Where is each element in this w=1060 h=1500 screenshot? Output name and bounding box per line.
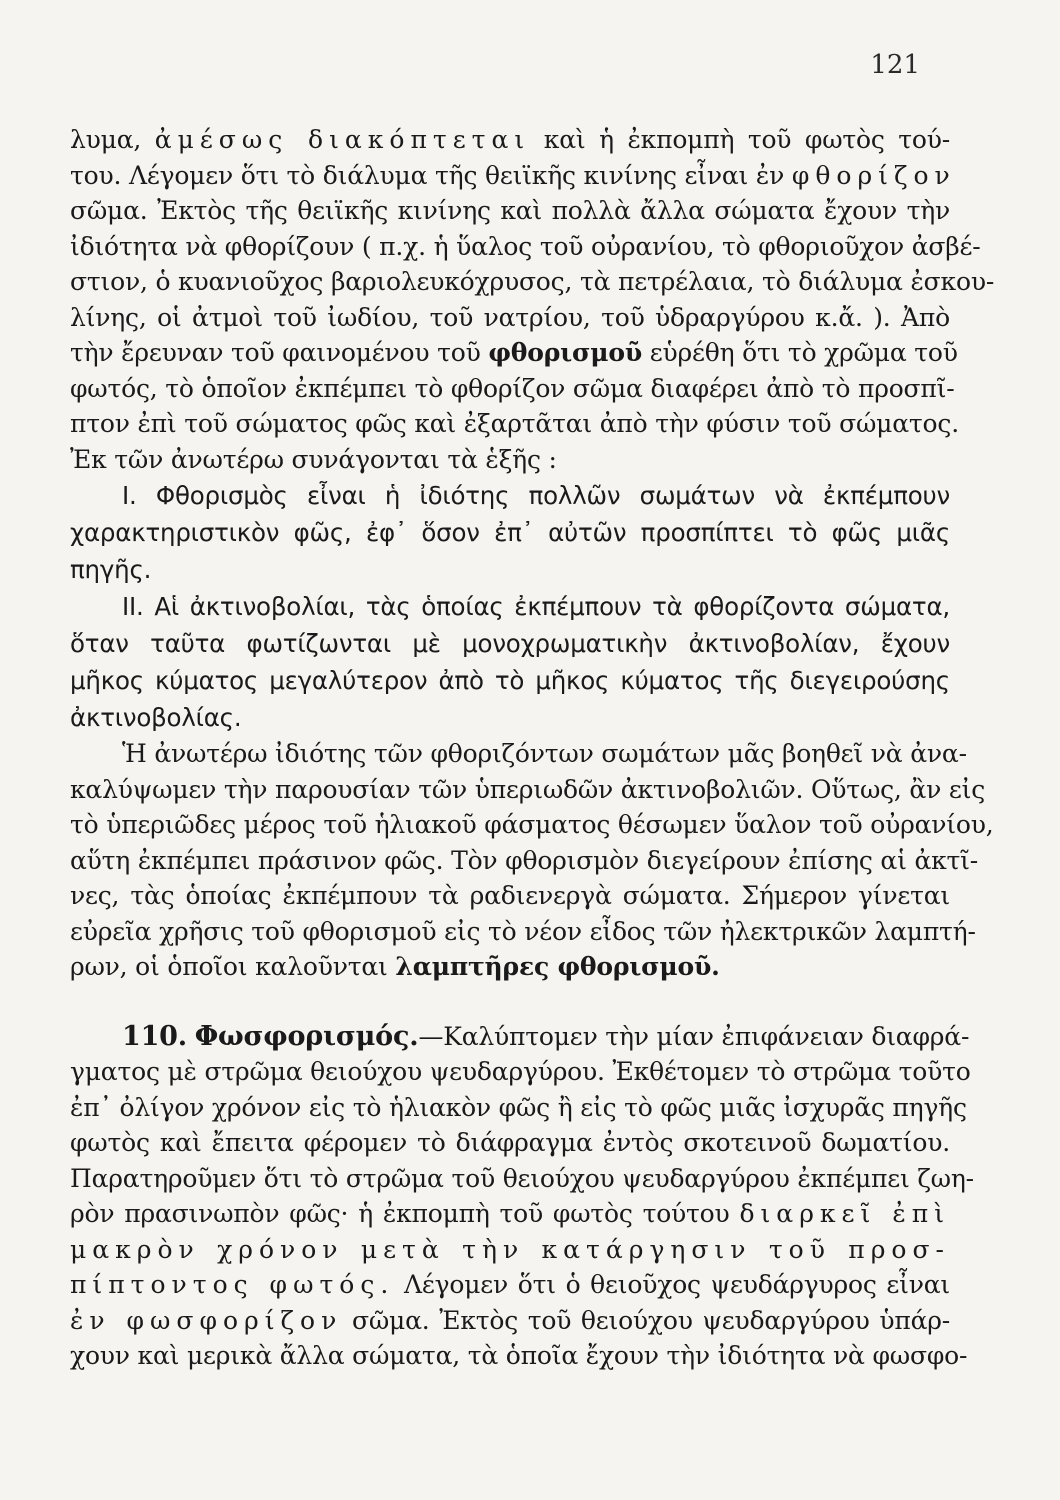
text-line [70, 1303, 950, 1339]
emphasis-bold: λαμπτῆρες φθορισμοῦ. [395, 952, 720, 981]
text-line: II. Αἱ ἀκτινοβολίαι, τὰς ὁποίας ἐκπέμπουν τὰ φθορίζοντα σώματα, [122, 592, 950, 621]
section-dash: — [418, 1021, 444, 1051]
conclusion-item-2 [70, 588, 950, 736]
text-fragment: ρων, οἱ ὁποῖοι καλοῦνται [70, 952, 388, 981]
section-heading-line [70, 1019, 970, 1055]
text-line: χουν καὶ μερικὰ ἄλλα σώματα, τὰ ὁποῖα ἔχουν τὴν ἰδιότητα νὰ φωσφο- [70, 1341, 968, 1370]
text-line: Ἐκ τῶν ἀνωτέρω συνάγονται τὰ ἑξῆς : [70, 444, 557, 474]
text-line: τὴν ἔρευναν τοῦ φαινομένου τοῦ φθορισμοῦ εὑρέθη ὅτι τὸ χρῶμα τοῦ [70, 338, 958, 367]
page-body [70, 122, 995, 1374]
section-title: Φωσφορισμός. [194, 1020, 419, 1052]
emphasis-bold: φθορισμοῦ [488, 338, 642, 367]
text-line: πηγῆς. [70, 555, 152, 584]
text-line: τὸ ὑπεριῶδες μέρος τοῦ ἡλιακοῦ φάσματος θέσωμεν ὕαλον τοῦ οὐρανίου, [70, 810, 994, 839]
paragraph-fluorescence-intro [70, 122, 995, 477]
text-line: Ἡ ἀνωτέρω ἰδιότης τῶν φθοριζόντων σωμάτων μᾶς βοηθεῖ νὰ ἀνα- [122, 739, 967, 768]
text-line: φωτὸς καὶ ἔπειτα φέρομεν τὸ διάφραγμα ἐντὸς σκοτεινοῦ δωματίου. [70, 1128, 950, 1157]
text-line: νες, τὰς ὁποίας ἐκπέμπουν τὰ ραδιενεργὰ σώματα. Σήμερον γίνεται [70, 881, 950, 910]
emphasis-spaced: διαρκεῖ ἐπὶ [739, 1199, 951, 1228]
emphasis-spaced: ἀμέσως διακόπτεται [154, 125, 531, 154]
section-110-phosphorescence [70, 1019, 974, 1374]
text-line [70, 1267, 950, 1303]
text-line: λυμα, ἀμέσως διακόπτεται καὶ ἡ ἐκπομπὴ τοῦ φωτὸς τού- [70, 125, 950, 154]
emphasis-spaced: μακρὸν χρόνον μετὰ τὴν κατάργησιν τοῦ προσ- [70, 1234, 950, 1264]
paragraph-ultraviolet-detection [70, 736, 994, 985]
emphasis-spaced: φθορίζον [791, 160, 956, 190]
text-line: ἀκτινοβολίας. [70, 703, 242, 732]
text-line: λίνης, οἱ ἀτμοὶ τοῦ ἰωδίου, τοῦ νατρίου, τοῦ ὑδραργύρου κ.ἄ. ). Ἀπὸ [70, 302, 950, 332]
text-line: φωτός, τὸ ὁποῖον ἐκπέμπει τὸ φθορίζον σῶμα διαφέρει ἀπὸ τὸ προσπῖ- [70, 373, 955, 403]
text-line: γματος μὲ στρῶμα θειούχου ψευδαργύρου. Ἐκθέτομεν τὸ στρῶμα τοῦτο [70, 1057, 971, 1086]
conclusion-item-1 [70, 477, 950, 588]
text-fragment: σῶμα. Ἐκτὸς τοῦ θειούχου ψευδαργύρου ὑπάρ- [352, 1305, 951, 1335]
text-line: πτον ἐπὶ τοῦ σώματος φῶς καὶ ἐξαρτᾶται ἀπὸ τὴν φύσιν τοῦ σώματος. [70, 409, 959, 438]
text-line: καλύψωμεν τὴν παρουσίαν τῶν ὑπεριωδῶν ἀκτινοβολιῶν. Οὕτως, ἂν εἰς [70, 774, 986, 804]
text-fragment: ρὸν πρασινωπὸν φῶς· ἡ ἐκπομπὴ τοῦ φωτὸς τούτου [70, 1199, 730, 1228]
text-line: εὐρεῖα χρῆσις τοῦ φθορισμοῦ εἰς τὸ νέον εἶδος τῶν ἠλεκτρικῶν λαμπτή- [70, 916, 976, 946]
text-fragment: Καλύπτομεν τὴν μίαν ἐπιφάνειαν διαφρά- [443, 1021, 970, 1051]
text-line: I. Φθορισμὸς εἶναι ἡ ἰδιότης πολλῶν σωμάτων νὰ ἐκπέμπουν [122, 481, 950, 510]
section-gap [70, 985, 950, 1019]
section-number: 110. [122, 1020, 187, 1052]
text-line: χαρακτηριστικὸν φῶς, ἐφ᾽ ὅσον ἐπ᾽ αὐτῶν προσπίπτει τὸ φῶς μιᾶς [70, 518, 950, 547]
text-fragment: Λέγομεν ὅτι ὁ θειοῦχος ψευδάργυρος εἶναι [404, 1270, 951, 1299]
emphasis-spaced: πίπτοντος φωτός. [70, 1270, 395, 1299]
text-line: ὅταν ταῦτα φωτίζωνται μὲ μονοχρωματικὴν ἀκτινοβολίαν, ἔχουν [70, 629, 950, 658]
text-line: ἰδιότητα νὰ φθορίζουν ( π.χ. ἡ ὕαλος τοῦ οὐρανίου, τὸ φθοριοῦχον ἀσβέ- [70, 231, 981, 261]
text-line: αὕτη ἐκπέμπει πράσινον φῶς. Τὸν φθορισμὸν διεγείρουν ἐπίσης αἱ ἀκτῖ- [70, 845, 979, 875]
text-line [70, 1232, 950, 1268]
page-number: 121 [870, 50, 920, 80]
text-line: μῆκος κύματος μεγαλύτερον ἀπὸ τὸ μῆκος κύματος τῆς διεγειρούσης [70, 666, 950, 695]
text-line: Παρατηροῦμεν ὅτι τὸ στρῶμα τοῦ θειούχου ψευδαργύρου ἐκπέμπει ζωη- [70, 1163, 974, 1193]
text-line [70, 949, 950, 985]
text-line: ἐπ᾽ ὀλίγον χρόνον εἰς τὸ ἡλιακὸν φῶς ἢ εἰς τὸ φῶς μιᾶς ἰσχυρᾶς πηγῆς [70, 1092, 967, 1122]
text-line: του. Λέγομεν ὅτι τὸ διάλυμα τῆς θειϊκῆς κινίνης εἶναι ἐν φθορίζον [70, 160, 956, 190]
conclusions-list [70, 477, 950, 736]
text-line: σῶμα. Ἐκτὸς τῆς θειϊκῆς κινίνης καὶ πολλὰ ἄλλα σώματα ἔχουν τὴν [70, 196, 950, 225]
text-line [70, 1196, 950, 1232]
emphasis-spaced: ἐν φωσφορίζον [70, 1305, 343, 1335]
text-line: στιον, ὁ κυανιοῦχος βαριολευκόχρυσος, τὰ πετρέλαια, τὸ διάλυμα ἐσκου- [70, 267, 995, 296]
